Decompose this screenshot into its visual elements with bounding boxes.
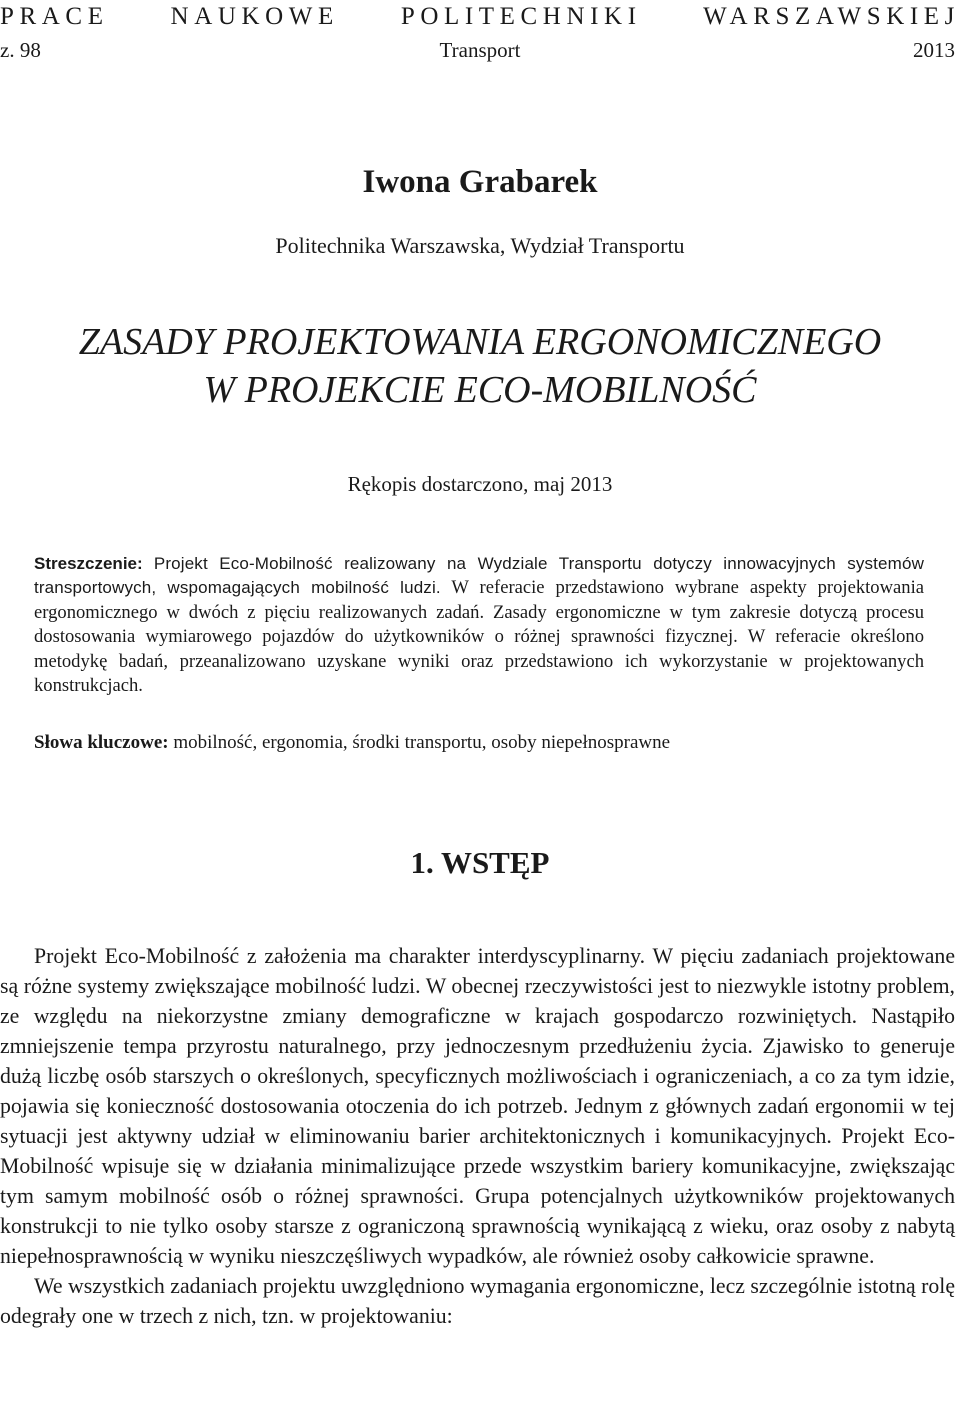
journal-header: PRACE NAUKOWE POLITECHNIKI WARSZAWSKIEJ xyxy=(0,3,960,30)
abstract xyxy=(34,552,924,698)
keywords-list: mobilność, ergonomia, środki transportu, osoby niepełnosprawne xyxy=(173,732,671,753)
section-heading: 1. WSTĘP xyxy=(410,845,550,880)
paper-title-line-1: ZASADY PROJEKTOWANIA ERGONOMICZNEGO xyxy=(78,321,882,363)
keywords-label: Słowa kluczowe: xyxy=(34,732,169,753)
author-name: Iwona Grabarek xyxy=(362,164,598,200)
issue-year: 2013 xyxy=(913,38,955,62)
abstract-first-sentence: Projekt Eco-Mobilność realizowany na Wydziale Transportu dotyczy innowacyjnych systemów transportowych, wspomagających mobilność ludzi. xyxy=(34,554,925,598)
paragraph: Projekt Eco-Mobilność z założenia ma charakter interdyscyplinarny. W pięciu zadaniach projektowane są różne systemy zwiększające mobilność ludzi. W obecnej rzeczywistości jest to niezwykle istotny problem, ze względu na niekorzystne zmiany demograficzne w krajach gospodarczo rozwiniętych. Nastąpiło zmniejszenie tempa przyrostu naturalnego, przy jednoczesnym przedłużeniu życia. Zjawisko to generuje dużą liczbę osób starszych o określonych, specyficznych możliwościach i ograniczeniach, a co za tym idzie, pojawia się konieczność dostosowania otoczenia do ich potrzeb. Jednym z głównych zadań ergonomii w tej sytuacji jest aktywny udział w eliminowaniu barier architektonicznych i komunikacyjnych. Projekt Eco-Mobilność wpisuje się w działania minimalizujące przede wszystkim bariery komunikacyjne, zwiększając tym samym mobilność osób o różnej sprawności. Grupa potencjalnych użytkowników projektowanych konstrukcji to nie tylko osoby starsze z ograniczoną sprawnością wynikającą z wieku, oraz osoby z nabytą niepełnosprawnością w wyniku nieszczęśliwych wypadków, ale również osoby całkowicie sprawne. xyxy=(0,944,955,1268)
issue-row xyxy=(0,36,955,64)
manuscript-received: Rękopis dostarczono, maj 2013 xyxy=(347,472,613,496)
issue-number: z. 98 xyxy=(0,38,41,62)
author-affiliation: Politechnika Warszawska, Wydział Transportu xyxy=(275,233,685,258)
keywords xyxy=(34,730,924,756)
paragraph: We wszystkich zadaniach projektu uwzględniono wymagania ergonomiczne, lecz szczególnie istotną rolę odegrały one w trzech z nich, tzn. w projektowaniu: xyxy=(0,1274,955,1328)
section-body xyxy=(0,941,955,1331)
series-name: Transport xyxy=(439,38,521,62)
paper-title-line-2: W PROJEKCIE ECO-MOBILNOŚĆ xyxy=(203,369,757,411)
paper-title xyxy=(0,318,960,414)
abstract-body: W referacie przedstawiono wybrane aspekty projektowania ergonomicznego w dwóch z pięciu realizowanych zadań. Zasady ergonomiczne w tym zakresie dotyczą procesu dostosowania wymiarowego pojazdów do użytkowników o różnej sprawności fizycznej. W referacie określono metodykę badań, przeanalizowano uzyskane wyniki oraz przedstawiono ich wykorzystanie w projektowanych konstrukcjach. xyxy=(34,577,924,697)
abstract-label: Streszczenie: xyxy=(34,554,143,573)
